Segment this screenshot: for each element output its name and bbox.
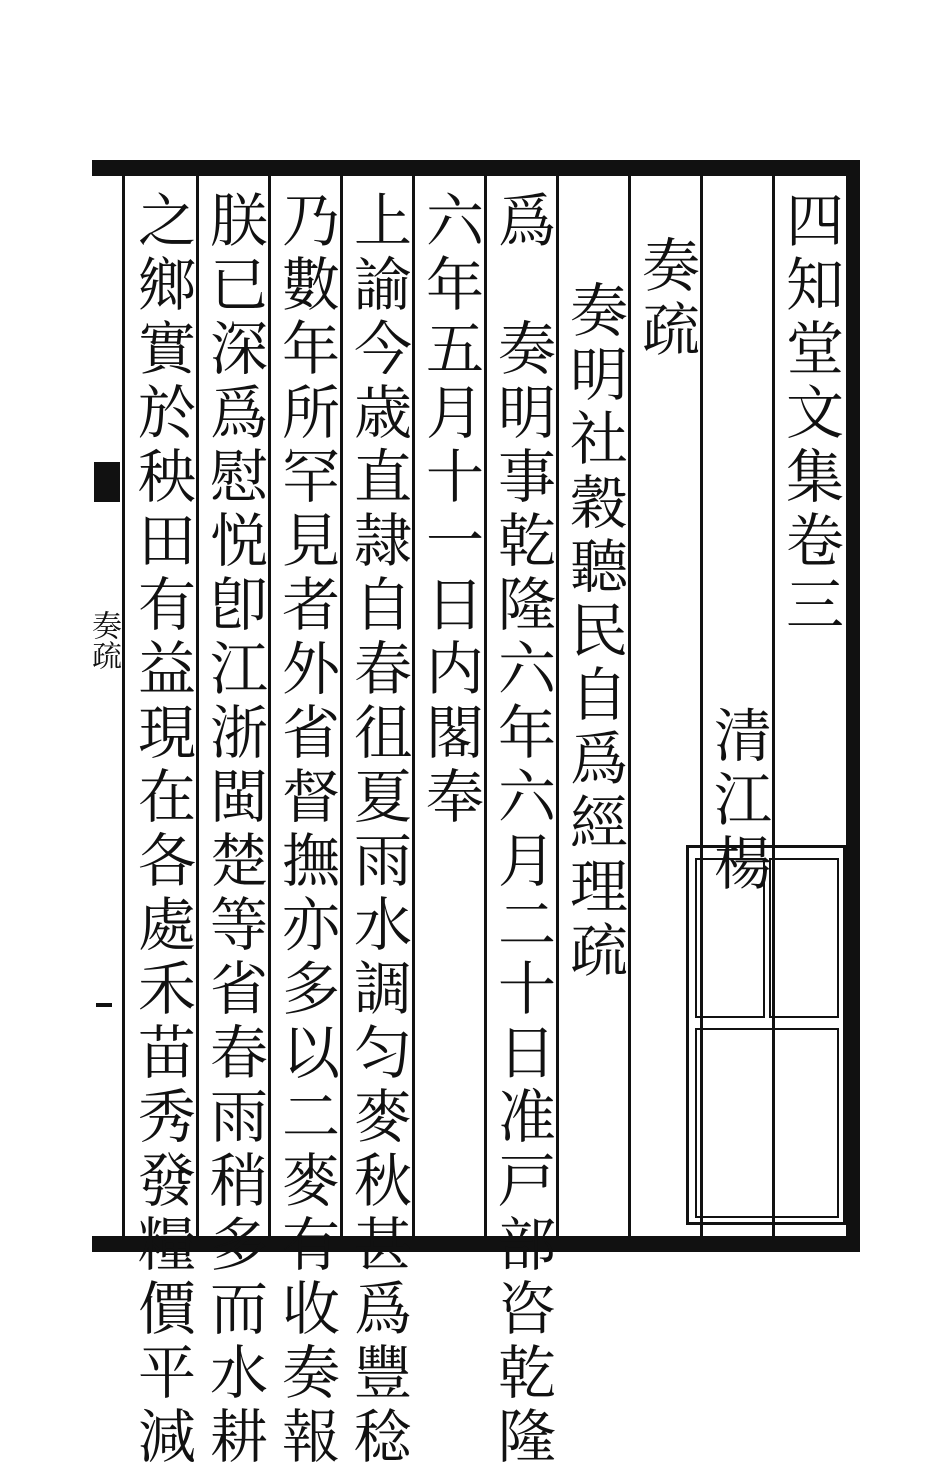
column-rule <box>268 176 271 1236</box>
book-title: 四知堂文集卷三 <box>776 190 844 638</box>
memorial-title: 奏明社穀聽民自爲經理疏 <box>560 280 628 984</box>
fish-tail-mark <box>94 462 120 502</box>
column-rule <box>340 176 343 1236</box>
column-rule <box>412 176 415 1236</box>
collector-seal <box>686 845 846 1225</box>
author-line: 清江楊 <box>704 705 772 897</box>
center-strip <box>92 176 118 1236</box>
column-rule <box>122 176 125 1236</box>
column-rule <box>628 176 631 1236</box>
column-rule <box>556 176 559 1236</box>
column-rule <box>484 176 487 1236</box>
frame-right-border <box>846 160 860 1240</box>
text-column: 爲 奏明事乾隆六年六月二十日准戸部咨乾隆 <box>488 190 556 1470</box>
seal-cell <box>769 858 839 1018</box>
seal-cell <box>695 858 765 1018</box>
text-column: 六年五月十一日内閣奉 <box>416 190 484 830</box>
text-column: 上諭今歳直隷自春徂夏雨水調匀麥秋甚爲豐稔 <box>344 190 412 1470</box>
section-heading: 奏疏 <box>632 235 700 363</box>
frame-top-border <box>92 160 860 176</box>
center-strip-label: 奏疏 <box>86 610 121 670</box>
page-mark <box>96 1003 112 1007</box>
text-column: 之鄉實於秧田有益現在各處禾苗秀發糧價平減 <box>128 190 196 1470</box>
text-column: 乃數年所罕見者外省督撫亦多以二麥有收奏報 <box>272 190 340 1470</box>
text-column: 朕已深爲慰悦卽江浙閩楚等省春雨稍多而水耕 <box>200 190 268 1470</box>
seal-cell <box>695 1028 839 1218</box>
column-rule <box>196 176 199 1236</box>
